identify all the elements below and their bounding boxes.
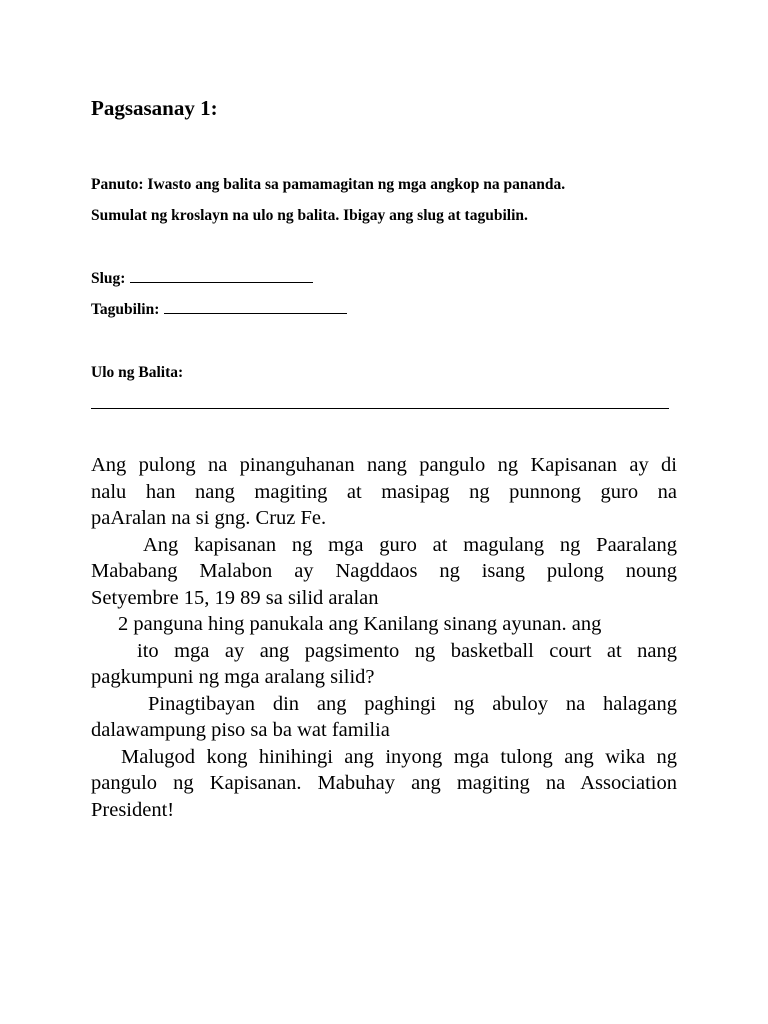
article-line: pangulo ng Kapisanan. Mabuhay ang magiting na Association bbox=[91, 772, 677, 794]
article-line: dalawampung piso sa ba wat familia bbox=[91, 719, 390, 741]
slug-label: Slug: bbox=[91, 270, 126, 287]
article-line: ito mga ay ang pagsimento ng basketball court at nang bbox=[137, 639, 677, 662]
slug-field bbox=[91, 268, 313, 289]
article-line: President! bbox=[91, 798, 175, 821]
article-line: Ang kapisanan ng mga guro at magulang ng Paaralang bbox=[143, 533, 677, 556]
article-line: paAralan na si gng. Cruz Fe. bbox=[91, 507, 327, 529]
tagubilin-blank-line bbox=[164, 299, 347, 314]
article-body bbox=[91, 452, 677, 823]
tagubilin-label: Tagubilin: bbox=[91, 301, 160, 318]
page-title: Pagsasanay 1: bbox=[91, 96, 218, 120]
article-line: Setyembre 15, 19 89 sa silid aralan bbox=[91, 586, 379, 609]
article-line: 2 panguna hing panukala ang Kanilang sinang ayunan. ang bbox=[118, 613, 602, 635]
instruction-line-2: Sumulat ng kroslayn na ulo ng balita. Ibigay ang slug at tagubilin. bbox=[91, 207, 528, 224]
article-line: Mababang Malabon ay Nagddaos ng isang pulong noung bbox=[91, 560, 677, 582]
ulo-ng-balita-label: Ulo ng Balita: bbox=[91, 364, 184, 381]
article-line: Pinagtibayan din ang paghingi ng abuloy na halagang bbox=[148, 692, 677, 715]
article-line: Malugod kong hinihingi ang inyong mga tulong ang wika ng bbox=[121, 745, 677, 768]
instruction-line-1: Panuto: Iwasto ang balita sa pamamagitan ng mga angkop na pananda. bbox=[91, 176, 566, 193]
article-line: pagkumpuni ng mga aralang silid? bbox=[91, 666, 375, 688]
tagubilin-field bbox=[91, 299, 347, 320]
article-line: Ang pulong na pinanguhanan nang pangulo ng Kapisanan ay di bbox=[91, 454, 677, 476]
headline-blank-line bbox=[91, 408, 669, 409]
slug-blank-line bbox=[130, 268, 313, 283]
article-line: nalu han nang magiting at masipag ng punnong guro na bbox=[91, 480, 677, 503]
